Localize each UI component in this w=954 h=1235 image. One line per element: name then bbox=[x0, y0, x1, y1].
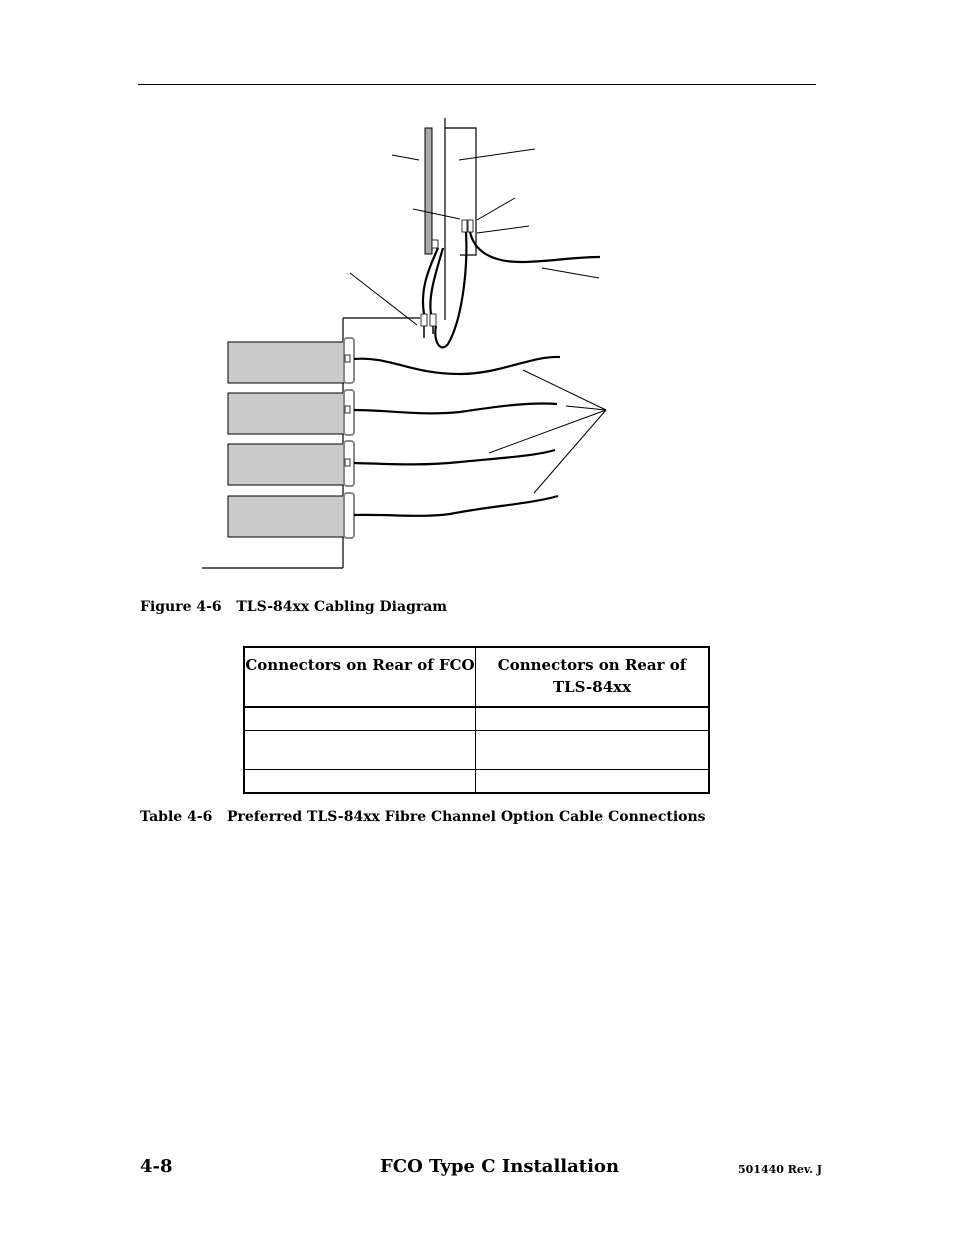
header-fco-connectors: Connectors on Rear of FCO bbox=[244, 647, 476, 707]
table-cell bbox=[476, 707, 710, 731]
header-tls-connectors: Connectors on Rear of TLS-84xx bbox=[476, 647, 710, 707]
table-cell bbox=[476, 770, 710, 794]
leader-lines bbox=[350, 149, 606, 493]
drive-cables bbox=[354, 357, 560, 516]
table-caption bbox=[140, 809, 706, 825]
page-number: 4-8 bbox=[140, 1156, 173, 1177]
figure-caption bbox=[140, 599, 447, 615]
table-cell bbox=[476, 731, 710, 770]
doc-revision: 501440 Rev. J bbox=[738, 1163, 823, 1176]
table-cell bbox=[244, 731, 476, 770]
table-row bbox=[244, 731, 709, 770]
cable-connections-table bbox=[243, 646, 710, 794]
table-cell bbox=[244, 707, 476, 731]
figure-caption-number: Figure 4-6 bbox=[140, 599, 222, 615]
table-caption-number: Table 4-6 bbox=[140, 809, 213, 825]
fco-cables bbox=[423, 232, 600, 347]
table-row bbox=[244, 770, 709, 794]
figure-caption-text: TLS-84xx Cabling Diagram bbox=[236, 599, 448, 615]
table-row bbox=[244, 707, 709, 731]
tape-drives bbox=[228, 338, 354, 538]
cabling-diagram bbox=[0, 0, 954, 590]
table-header-row bbox=[244, 647, 709, 707]
table-caption-text: Preferred TLS-84xx Fibre Channel Option Cable Connections bbox=[226, 809, 706, 825]
middle-connectors bbox=[421, 314, 436, 338]
chapter-title: FCO Type C Installation bbox=[380, 1156, 620, 1177]
table-cell bbox=[244, 770, 476, 794]
